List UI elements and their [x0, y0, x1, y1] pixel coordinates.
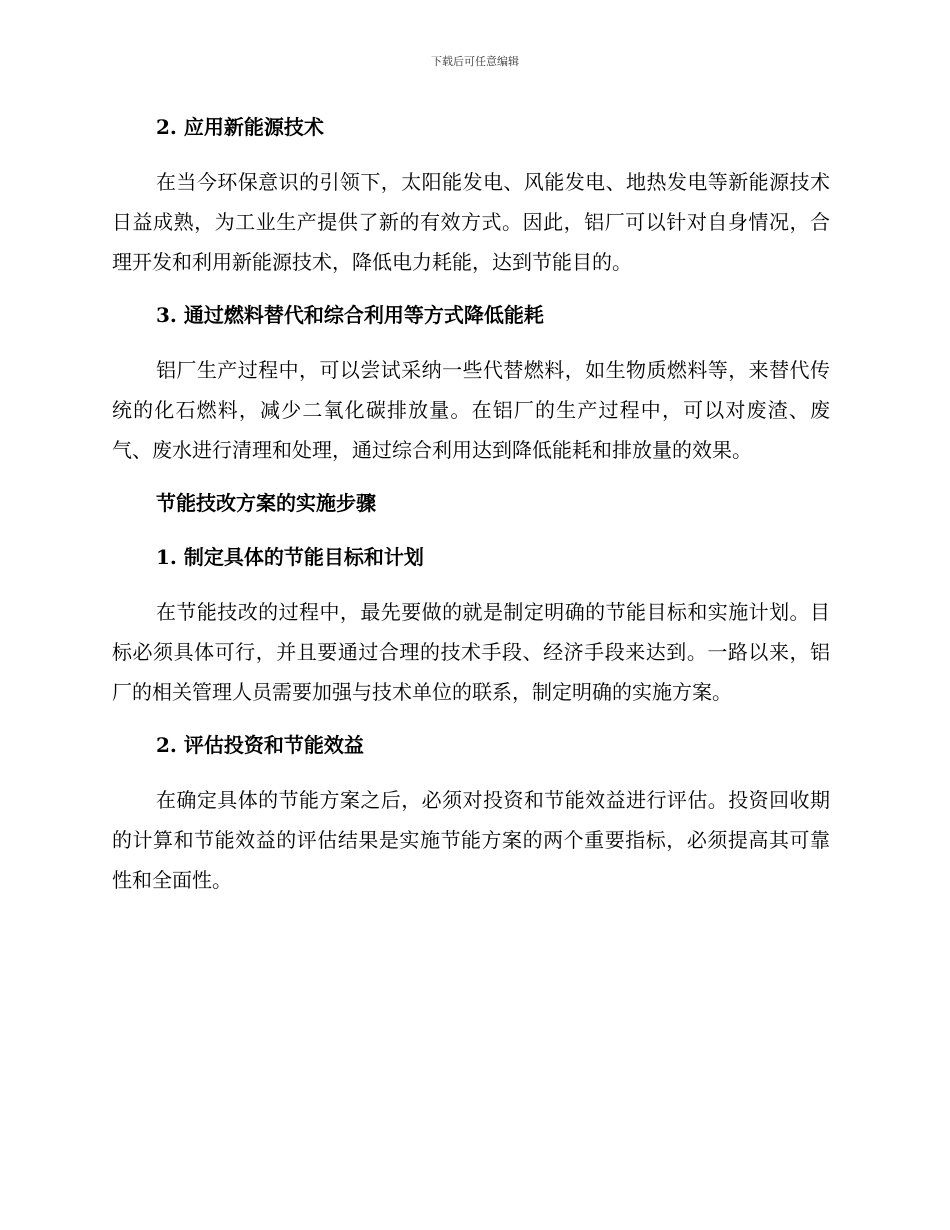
page-header-note: 下载后可任意编辑: [431, 55, 519, 68]
section-paragraph-targets-plan: 在节能技改的过程中，最先要做的就是制定明确的节能目标和实施计划。目标必须具体可行，并且要通过合理的技术手段、经济手段来达到。一路以来，铝厂的相关管理人员需要加强与技术单位的联系，制定明确的实施方案。: [112, 600, 830, 704]
section-heading-new-energy: 2. 应用新能源技术: [156, 115, 324, 139]
section-paragraph-new-energy: 在当今环保意识的引领下，太阳能发电、风能发电、地热发电等新能源技术日益成熟，为工业生产提供了新的有效方式。因此，铝厂可以针对自身情况，合理开发和利用新能源技术，降低电力耗能，达到节能目的。: [112, 170, 830, 274]
section-paragraph-investment-evaluation: 在确定具体的节能方案之后，必须对投资和节能效益进行评估。投资回收期的计算和节能效益的评估结果是实施节能方案的两个重要指标，必须提高其可靠性和全面性。: [112, 788, 830, 892]
section-paragraph-fuel-substitution: 铝厂生产过程中，可以尝试采纳一些代替燃料，如生物质燃料等，来替代传统的化石燃料，减少二氧化碳排放量。在铝厂的生产过程中，可以对废渣、废气、废水进行清理和处理，通过综合利用达到降低能耗和排放量的效果。: [112, 358, 830, 462]
document-body: [112, 108, 830, 900]
section-heading-implementation-steps: 节能技改方案的实施步骤: [156, 491, 376, 515]
section-heading-targets-plan: 1. 制定具体的节能目标和计划: [156, 545, 424, 569]
section-heading-fuel-substitution: 3. 通过燃料替代和综合利用等方式降低能耗: [156, 303, 544, 327]
section-heading-investment-evaluation: 2. 评估投资和节能效益: [156, 733, 364, 757]
